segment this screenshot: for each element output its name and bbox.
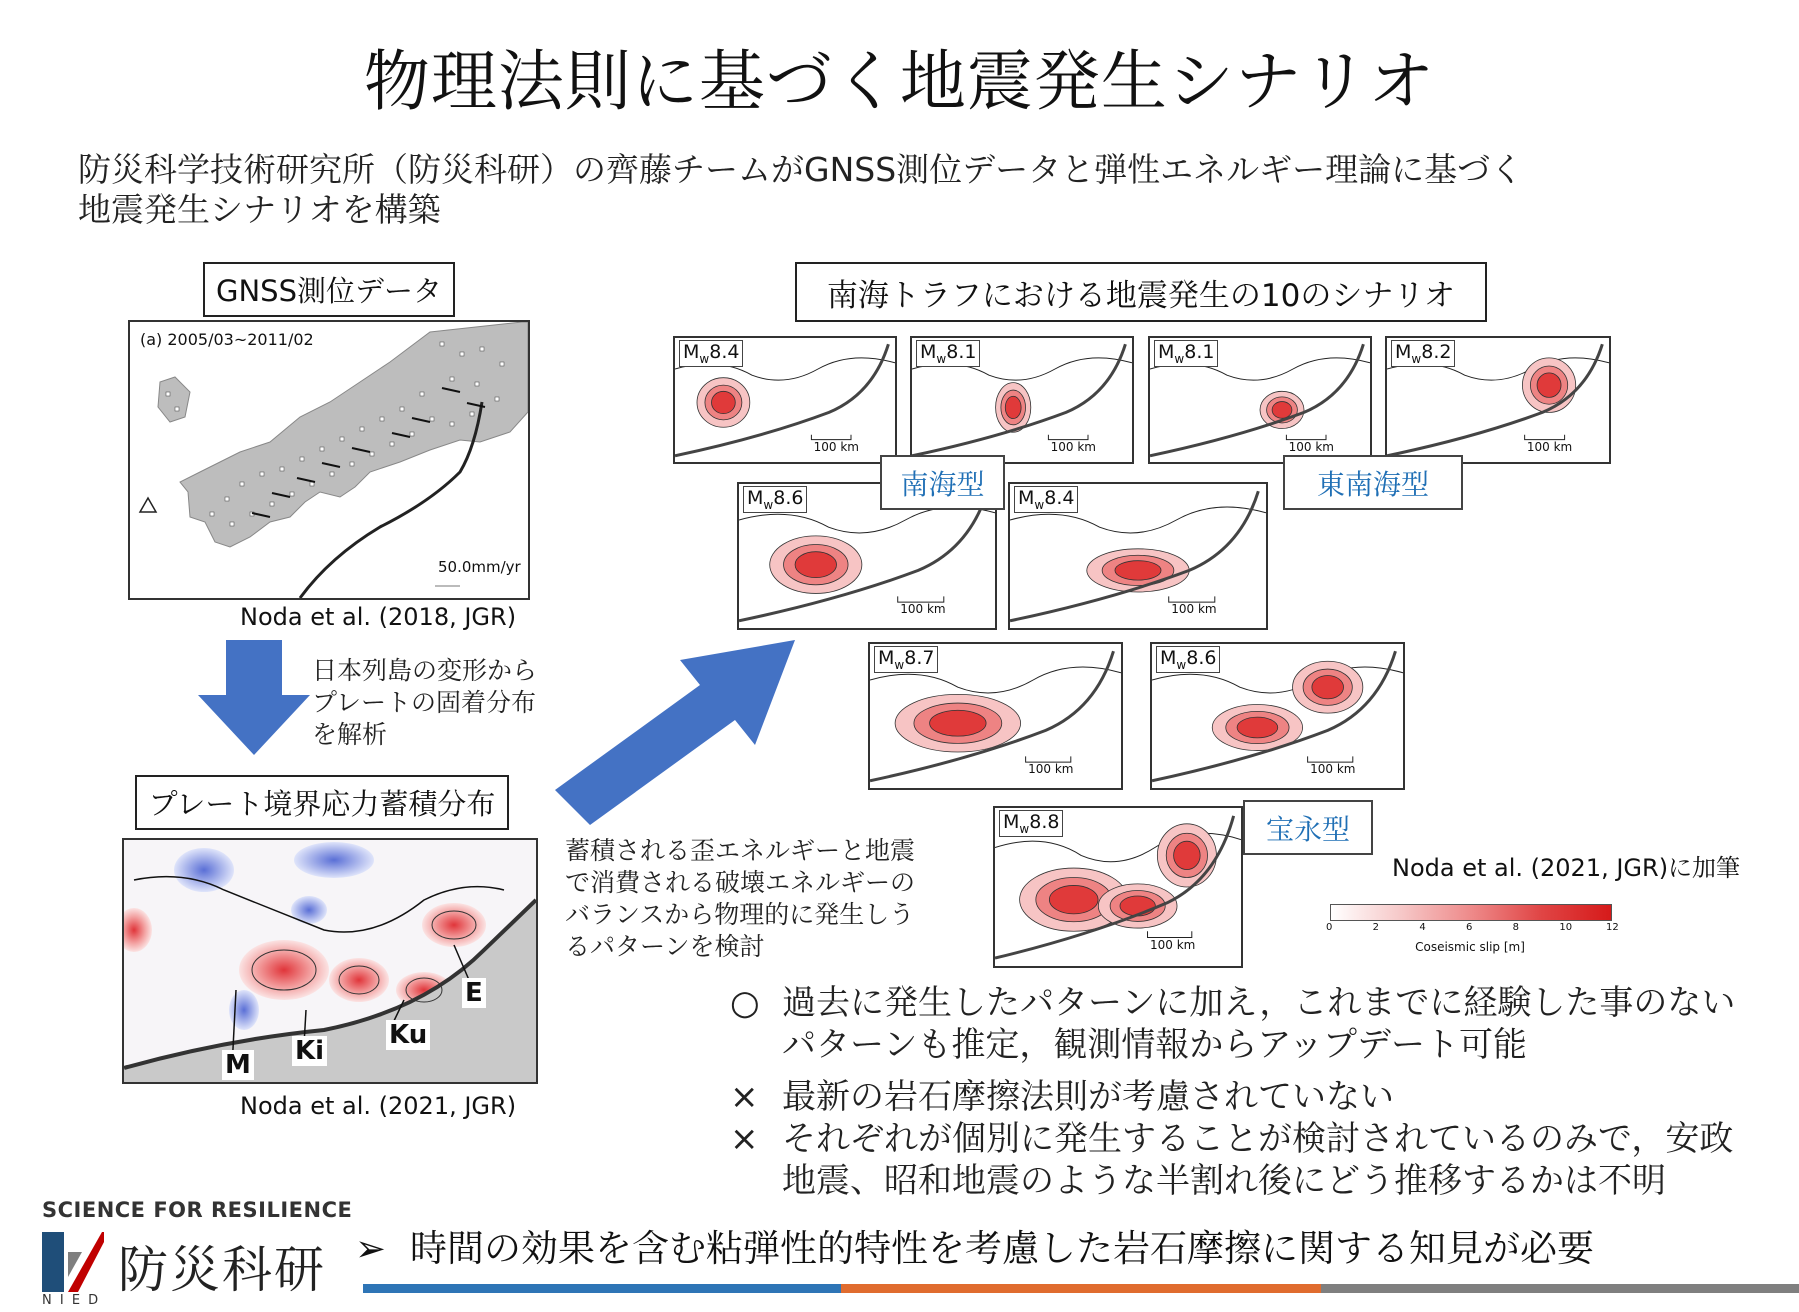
type-hoei: 宝永型 — [1243, 800, 1373, 855]
slip-contour — [712, 391, 736, 413]
colorbar — [1326, 904, 1619, 969]
stress-citation: Noda et al. (2021, JGR) — [240, 1092, 517, 1120]
region-label-m: M — [222, 1050, 254, 1080]
colorbar-gradient — [1330, 904, 1612, 921]
slip-contour — [1049, 885, 1098, 913]
logo-name: 防災科研 — [118, 1241, 326, 1299]
scenarios-label: 南海トラフにおける地震発生の10のシナリオ — [795, 262, 1487, 322]
stress-map-graphic — [124, 840, 536, 1082]
colorbar-tick: 10 — [1559, 922, 1573, 933]
slip-contour — [930, 710, 986, 736]
slip-contour — [795, 552, 836, 578]
findings-list — [730, 982, 1780, 1202]
deformation-note-line-3: を解析 — [312, 720, 388, 749]
gnss-label: GNSS測位データ — [203, 262, 455, 317]
slip-contour — [1312, 676, 1344, 699]
nied-logo-icon — [42, 1232, 104, 1292]
magnitude-label: $M_w8.6$ — [1156, 646, 1220, 673]
magnitude-value: 8.1 — [1184, 341, 1215, 363]
scale-label: 100 km — [1526, 439, 1573, 454]
stress-label: プレート境界応力蓄積分布 — [135, 775, 509, 830]
magnitude-value: 8.8 — [1029, 811, 1060, 833]
scale-label: 100 km — [1288, 439, 1334, 454]
magnitude-value: 8.4 — [709, 341, 740, 363]
magnitude-value: 8.1 — [946, 341, 977, 363]
conclusion-text: 時間の効果を含む粘弾性的特性を考慮した岩石摩擦に関する知見が必要 — [410, 1227, 1595, 1270]
deformation-note — [312, 655, 537, 751]
arrowhead-bullet-icon: ➢ — [355, 1227, 387, 1270]
slip-contour — [1120, 896, 1155, 916]
finding-item-3 — [730, 1118, 1780, 1202]
colorbar-tick: 12 — [1606, 922, 1619, 933]
down-arrow-icon — [198, 640, 310, 755]
footer-bar-blue — [363, 1284, 841, 1293]
gnss-scale: 50.0mm/yr — [438, 558, 521, 576]
colorbar-tick: 8 — [1512, 922, 1520, 933]
colorbar-tick: 2 — [1372, 922, 1380, 933]
energy-note-line-4: るパターンを検討 — [565, 932, 765, 961]
magnitude-value: 8.6 — [1186, 647, 1217, 669]
scenarios-citation: Noda et al. (2021, JGR)に加筆 — [1392, 854, 1741, 882]
deformation-note-line-2: プレートの固着分布 — [312, 688, 537, 717]
slip-contour — [1174, 841, 1201, 869]
logo-tagline: SCIENCE FOR RESILIENCE — [42, 1198, 353, 1222]
magnitude-label: $M_w8.1$ — [916, 340, 980, 367]
region-label-e: E — [462, 978, 486, 1008]
finding-2-line-1: 最新の岩石摩擦法則が考慮されていない — [782, 1077, 1394, 1117]
energy-note — [565, 835, 915, 963]
scale-label: 100 km — [1028, 762, 1074, 777]
magnitude-label: $M_w8.4$ — [679, 340, 743, 367]
colorbar-tick: 6 — [1466, 922, 1473, 933]
scenario-panel — [910, 336, 1134, 464]
colorbar-tick: 4 — [1419, 922, 1426, 933]
magnitude-value: 8.4 — [1044, 487, 1075, 509]
scale-label: 100 km — [1050, 439, 1096, 454]
circle-mark-icon: ○ — [730, 983, 760, 1023]
footer-bar-orange — [841, 1284, 1321, 1293]
magnitude-label: $M_w8.1$ — [1154, 340, 1218, 367]
magnitude-label: $M_w8.2$ — [1391, 340, 1455, 367]
magnitude-value: 8.2 — [1421, 341, 1452, 363]
finding-text-1 — [782, 982, 1735, 1066]
magnitude-value: 8.6 — [773, 487, 804, 509]
finding-item-1 — [730, 982, 1780, 1066]
scale-label: 100 km — [1149, 937, 1196, 952]
cross-mark-icon: × — [730, 1119, 759, 1159]
gnss-citation: Noda et al. (2018, JGR) — [240, 603, 517, 631]
magnitude-label: $M_w8.7$ — [874, 646, 938, 673]
scenario-panel — [673, 336, 897, 464]
scale-label: 100 km — [813, 439, 859, 454]
page-title: 物理法則に基づく地震発生シナリオ — [363, 43, 1436, 120]
scenario-panel — [993, 806, 1243, 968]
intro-line-1: 防災科学技術研究所（防災科研）の齊藤チームがGNSS測位データと弾性エネルギー理論に基づく — [78, 150, 1524, 189]
colorbar-label: Coseismic slip [m] — [1415, 940, 1525, 954]
slip-contour — [1272, 402, 1292, 419]
intro-text — [78, 150, 1638, 230]
finding-1-line-1: 過去に発生したパターンに加え，これまでに経験した事のない — [782, 983, 1736, 1023]
gnss-map — [128, 320, 530, 600]
energy-note-line-1: 蓄積される歪エネルギーと地震 — [565, 836, 916, 865]
scenario-panel — [1008, 482, 1268, 630]
slip-contour — [1115, 561, 1161, 580]
conclusion — [355, 1218, 1594, 1272]
gnss-map-graphic — [130, 322, 528, 598]
logo-sub: N I E D — [42, 1293, 101, 1308]
scale-label: 100 km — [1171, 602, 1217, 617]
type-tonankai: 東南海型 — [1283, 455, 1463, 510]
finding-3-line-2: 地震、昭和地震のような半割れ後にどう推移するかは不明 — [782, 1161, 1666, 1201]
deformation-note-line-1: 日本列島の変形から — [312, 656, 538, 685]
gnss-period: (a) 2005/03~2011/02 — [140, 330, 314, 349]
intro-line-2: 地震発生シナリオを構築 — [78, 190, 441, 229]
finding-item-2 — [730, 1076, 1780, 1118]
magnitude-label: $M_w8.6$ — [743, 486, 807, 513]
finding-3-line-1: それぞれが個別に発生することが検討されているのみで，安政 — [782, 1119, 1734, 1159]
footer-bar-gray — [1321, 1284, 1799, 1293]
diagonal-arrow-icon — [555, 640, 795, 825]
magnitude-value: 8.7 — [904, 647, 935, 669]
colorbar-ticks — [1326, 922, 1619, 936]
scale-label: 100 km — [900, 602, 946, 617]
cross-mark-icon: × — [730, 1077, 759, 1117]
type-nankai: 南海型 — [880, 455, 1005, 510]
region-label-ku: Ku — [386, 1020, 430, 1050]
energy-note-line-3: バランスから物理的に発生しう — [565, 900, 915, 929]
finding-text-3 — [782, 1118, 1733, 1202]
slip-contour — [1005, 396, 1021, 418]
scenario-panel — [1148, 336, 1372, 464]
colorbar-tick: 0 — [1326, 922, 1333, 933]
finding-1-line-2: パターンも推定，観測情報からアップデート可能 — [782, 1025, 1527, 1065]
scenario-panel — [1385, 336, 1611, 464]
scale-label: 100 km — [1310, 762, 1356, 777]
region-label-ki: Ki — [292, 1036, 327, 1066]
stress-map — [122, 838, 538, 1084]
magnitude-label: $M_w8.8$ — [999, 810, 1063, 837]
magnitude-label: $M_w8.4$ — [1014, 486, 1078, 513]
slip-contour — [1537, 373, 1561, 398]
scenario-panel — [868, 642, 1123, 790]
scenario-panel — [1150, 642, 1405, 790]
slip-contour — [1237, 717, 1278, 738]
energy-note-line-2: で消費される破壊エネルギーの — [565, 868, 916, 897]
